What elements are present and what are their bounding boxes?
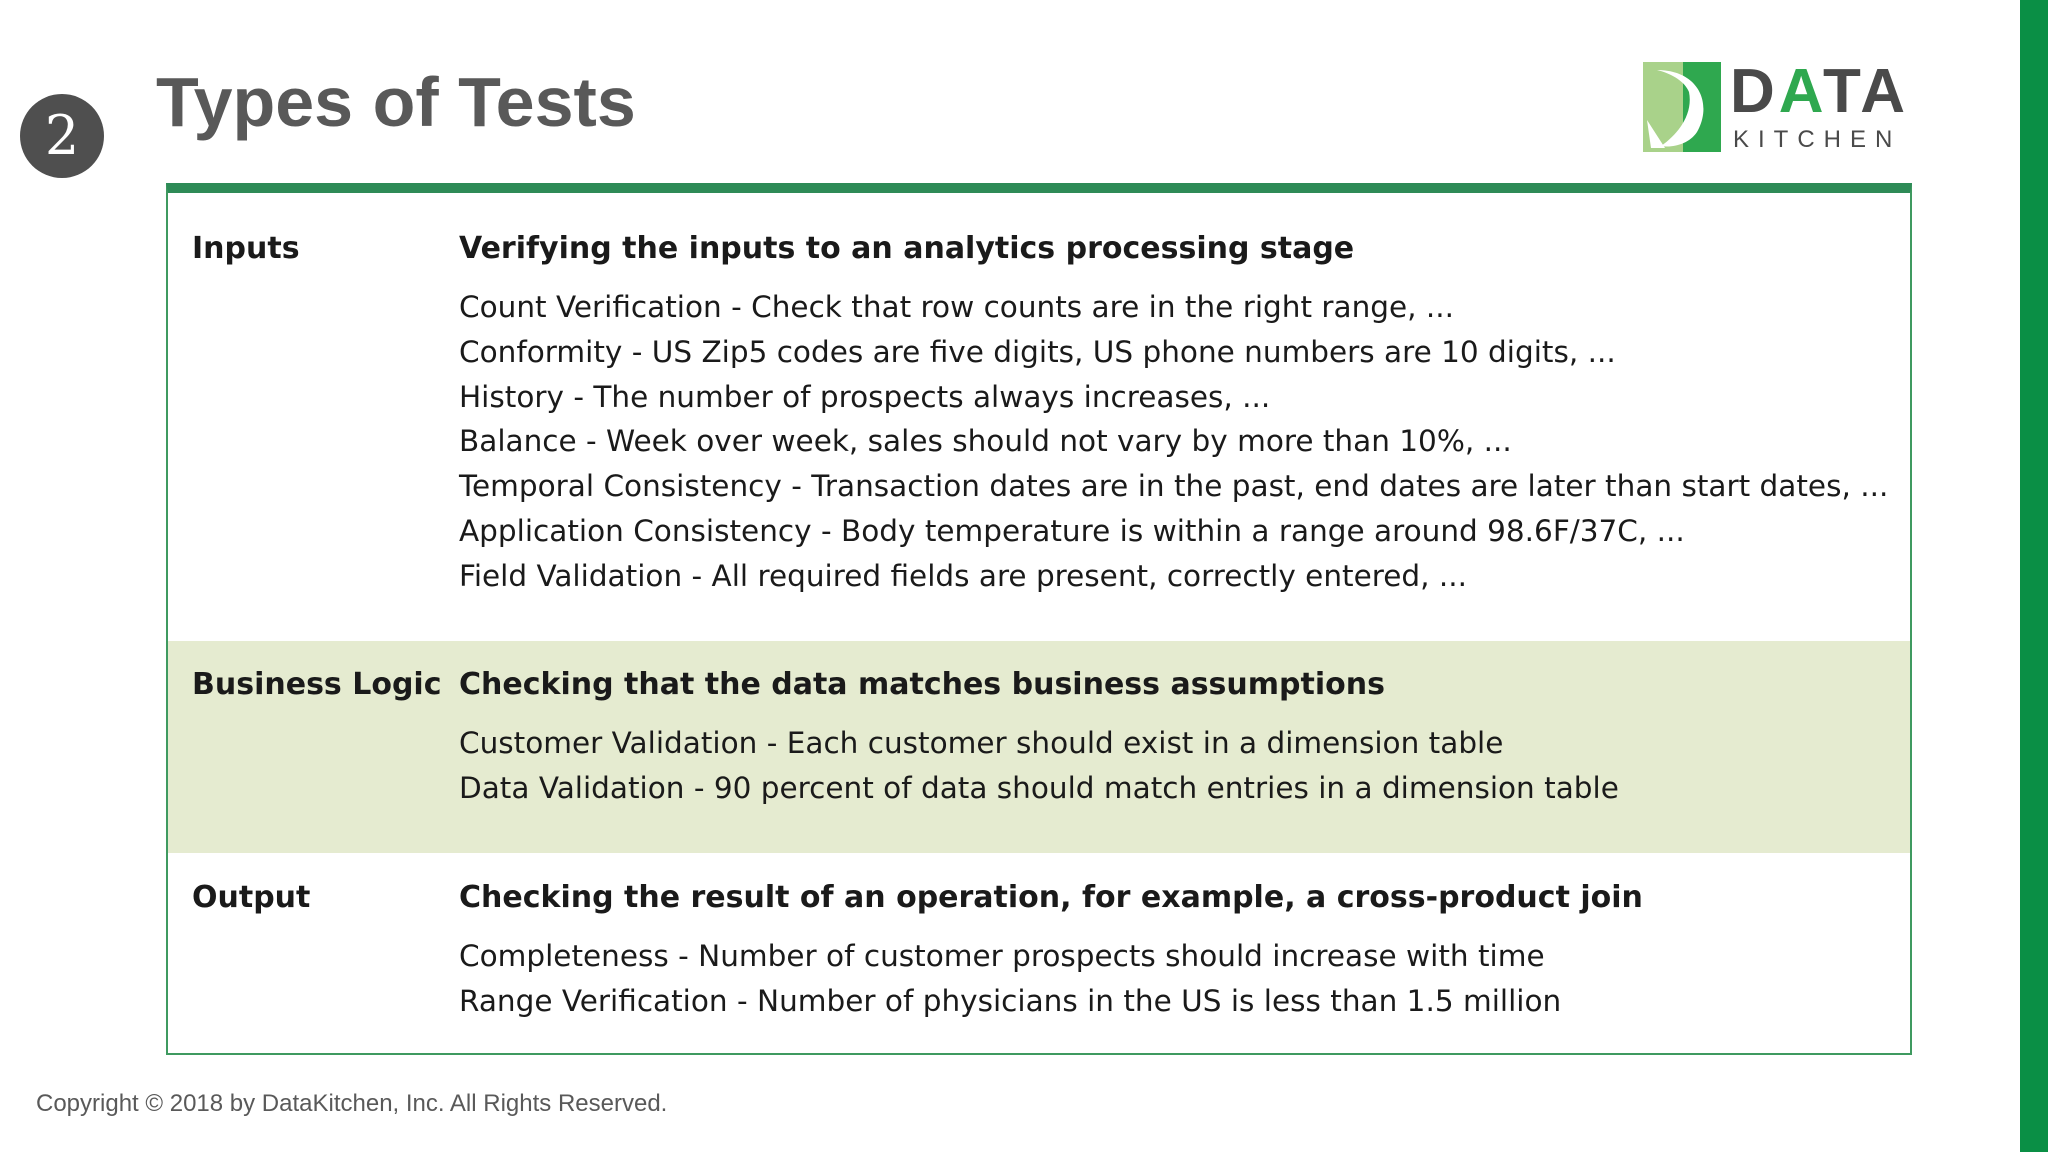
list-item: Range Verification - Number of physicians in the US is less than 1.5 million xyxy=(459,983,1562,1018)
list-item: Conformity - US Zip5 codes are five digits, US phone numbers are 10 digits, ... xyxy=(459,334,1616,369)
list-item: Temporal Consistency - Transaction dates are in the past, end dates are later than start dates, ... xyxy=(459,469,1889,504)
logo-wordmark-part1: D xyxy=(1730,57,1779,126)
datakitchen-logo xyxy=(1643,57,1913,154)
logo-subword: KITCHEN xyxy=(1733,126,1902,153)
page-title: Types of Tests xyxy=(156,63,636,141)
list-item: Data Validation - 90 percent of data should match entries in a dimension table xyxy=(459,770,1619,805)
copyright-notice: Copyright © 2018 by DataKitchen, Inc. All Rights Reserved. xyxy=(36,1090,668,1117)
row-label: Business Logic xyxy=(192,667,442,702)
logo-mark-icon xyxy=(1643,62,1721,152)
logo-wordmark-part2: TA xyxy=(1822,57,1910,126)
row-heading: Checking the result of an operation, for example, a cross-product join xyxy=(459,880,1643,915)
list-item: Balance - Week over week, sales should not vary by more than 10%, ... xyxy=(459,424,1512,459)
row-heading: Verifying the inputs to an analytics processing stage xyxy=(459,231,1355,266)
tests-table xyxy=(166,183,1912,1055)
logo-wordmark-accent: A xyxy=(1778,57,1823,126)
row-item-list xyxy=(459,934,1561,1024)
row-label: Inputs xyxy=(192,231,300,266)
table-row-business-logic xyxy=(168,641,1910,853)
row-heading: Checking that the data matches business assumptions xyxy=(459,667,1385,702)
row-item-list xyxy=(459,721,1619,811)
right-accent-bar xyxy=(2020,0,2048,1152)
list-item: History - The number of prospects always increases, ... xyxy=(459,379,1271,414)
list-item: Application Consistency - Body temperature is within a range around 98.6F/37C, ... xyxy=(459,513,1685,548)
list-item: Customer Validation - Each customer should exist in a dimension table xyxy=(459,726,1504,760)
row-item-list xyxy=(459,285,1888,599)
table-row-output xyxy=(168,853,1910,1055)
row-label: Output xyxy=(192,880,311,915)
slide-number-badge: 2 xyxy=(20,94,104,178)
list-item: Count Verification - Check that row counts are in the right range, ... xyxy=(459,290,1455,324)
list-item: Field Validation - All required fields are present, correctly entered, ... xyxy=(459,558,1467,593)
logo-wordmark xyxy=(1730,56,1909,127)
list-item: Completeness - Number of customer prospects should increase with time xyxy=(459,939,1545,973)
table-row-inputs xyxy=(168,193,1910,641)
